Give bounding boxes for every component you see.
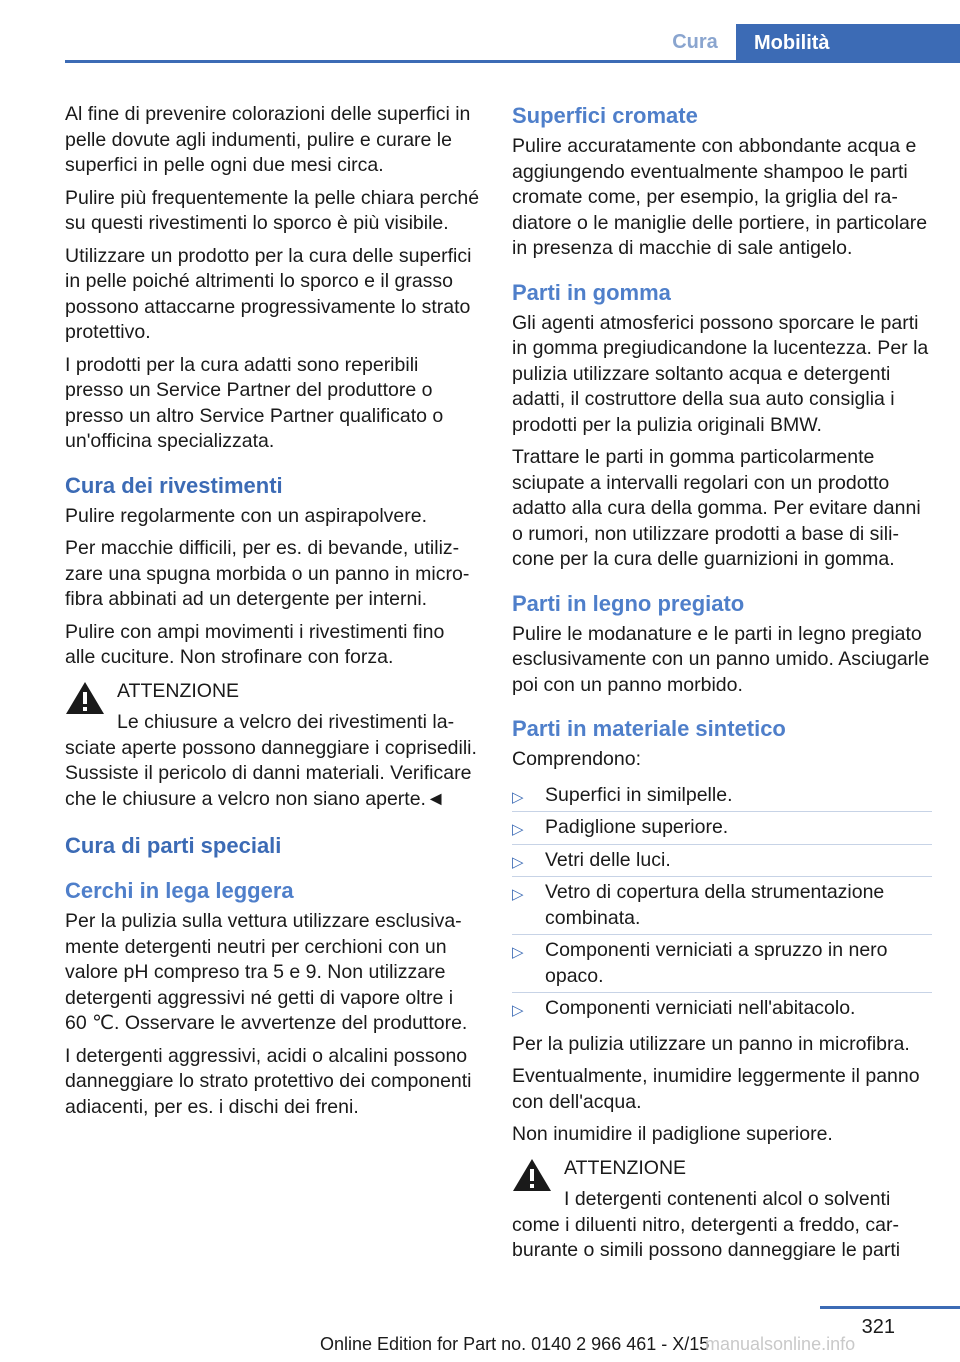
warning-box xyxy=(65,679,480,813)
paragraph: Comprendono: xyxy=(512,748,641,770)
paragraph: Non inumidire il padiglione superiore. xyxy=(512,1123,833,1145)
list-item xyxy=(512,780,932,812)
subsection-heading: Parti in legno pregiato xyxy=(512,590,745,616)
list-item xyxy=(512,934,932,992)
list-item xyxy=(512,992,932,1025)
warning-text: I detergenti contenenti alcol o solventi come i diluenti nitro, detergenti a freddo, carburante o simili possono danneggiare le parti xyxy=(512,1188,901,1261)
warning-triangle-icon xyxy=(65,681,105,715)
warning-text: Le chiusure a velcro dei rivestimenti lasciate aperte possono danneggiare i coprisedili. Sussiste il pericolo di danni materiali. Verificare che le chiusure a velcro non siano aperte.◄ xyxy=(65,711,477,810)
watermark: manualsonline.info xyxy=(705,1334,856,1354)
list-item-text: Superfici in similpelle. xyxy=(545,783,733,806)
paragraph: Gli agenti atmosferici possono sporcare le parti in gomma pregiudicandone la lucentezza. Per la pulizia utilizzare soltanto acqua e detergenti adatti, il costruttore della sua auto consiglia i prodotti per la pulizia originali BMW. xyxy=(512,311,929,436)
paragraph: Per macchie difficili, per es. di bevande, utilizzare una spugna morbida o un panno in microfibra abbinati ad un detergente per interni. xyxy=(65,537,470,610)
left-column xyxy=(65,102,480,1127)
edition-text: Online Edition for Part no. 0140 2 966 461 - X/15 xyxy=(320,1334,710,1354)
paragraph: Pulire con ampi movimenti i rivestimenti fino alle cuciture. Non strofinare con forza. xyxy=(65,620,445,668)
triangle-bullet-icon: ▷ xyxy=(512,788,524,806)
paragraph: Al fine di prevenire colorazioni delle superfici in pelle dovute agli indumenti, pulire e curare le superfici in pelle ogni due mesi circa. xyxy=(65,103,471,176)
warning-box xyxy=(512,1156,932,1264)
paragraph: Pulire regolarmente con un aspirapolvere. xyxy=(65,504,428,527)
triangle-bullet-icon: ▷ xyxy=(512,944,524,961)
list-item xyxy=(512,811,932,844)
list-item xyxy=(512,876,932,934)
paragraph: Utilizzare un prodotto per la cura delle superfici in pelle poiché altrimenti lo sporco e il grasso possono attaccarne progressivamente lo strato protettivo. xyxy=(65,244,472,343)
paragraph: Eventualmente, inumidire leggermente il panno con dell'acqua. xyxy=(512,1065,920,1113)
right-column xyxy=(512,102,932,1271)
list-item-text: Componenti verniciati nell'abitacolo. xyxy=(545,997,856,1019)
list-item-text: Componenti verniciati a spruzzo in nero opaco. xyxy=(545,939,888,987)
subsection-heading: Parti in gomma xyxy=(512,279,671,305)
paragraph: Per la pulizia sulla vettura utilizzare esclusivamente detergenti neutri per cerchioni con un valore pH compreso tra 5 e 9. Non utilizzare detergenti aggressivi né getti di vapore oltre i 60 ℃. Osservare le avvertenze del produttore. xyxy=(65,910,468,1034)
list-item-text: Vetri delle luci. xyxy=(545,848,671,871)
warning-title: ATTENZIONE xyxy=(117,679,240,702)
material-list xyxy=(512,780,932,1025)
paragraph: I prodotti per la cura adatti sono reperibili presso un Service Partner del produttore o presso un altro Service Partner qualificato o un'officina specializzata. xyxy=(65,353,444,452)
paragraph: Pulire accuratamente con abbondante acqua e aggiungendo eventualmente shampoo le parti cromate come, per esempio, la griglia del radiatore o le maniglie delle portiere, in particolare in presenza di macchie di sale antigelo. xyxy=(512,135,928,259)
triangle-bullet-icon: ▷ xyxy=(512,1002,524,1019)
paragraph: Pulire le modanature e le parti in legno pregiato esclusivamente con un panno umido. Asciugarle poi con un panno morbido. xyxy=(512,622,930,696)
triangle-bullet-icon: ▷ xyxy=(512,886,524,903)
warning-triangle-icon xyxy=(512,1158,552,1192)
tab-cura[interactable]: Cura xyxy=(672,31,718,53)
triangle-bullet-icon: ▷ xyxy=(512,853,524,871)
paragraph: Pulire più frequentemente la pelle chiara perché su questi rivestimenti lo sporco è più visibile. xyxy=(65,186,480,234)
section-heading: Cura dei rivestimenti xyxy=(65,472,283,498)
footer-rule xyxy=(820,1306,960,1309)
subsection-heading: Superfici cromate xyxy=(512,103,698,128)
warning-title: ATTENZIONE xyxy=(564,1156,687,1179)
triangle-bullet-icon: ▷ xyxy=(512,821,524,838)
tab-mobilita[interactable]: Mobilità xyxy=(736,24,960,62)
subsection-heading: Cerchi in lega leggera xyxy=(65,878,294,903)
list-item xyxy=(512,844,932,877)
paragraph: I detergenti aggressivi, acidi o alcalini possono danneggiare lo strato protettivo dei componenti adiacenti, per es. i dischi dei freni. xyxy=(65,1044,472,1118)
section-heading: Cura di parti speciali xyxy=(65,833,282,858)
page-number: 321 xyxy=(861,1316,895,1338)
list-item-text: Vetro di copertura della strumentazione combinata. xyxy=(545,881,885,929)
list-item-text: Padiglione superiore. xyxy=(545,816,729,838)
subsection-heading: Parti in materiale sintetico xyxy=(512,716,786,741)
paragraph: Trattare le parti in gomma particolarmente sciupate a intervalli regolari con un prodotto adatto alla cura della gomma. Per evitare danni o rumori, non utilizzare prodotti a base di silicone per la cura delle guarnizioni in gomma. xyxy=(512,446,921,570)
paragraph: Per la pulizia utilizzare un panno in microfibra. xyxy=(512,1032,910,1055)
